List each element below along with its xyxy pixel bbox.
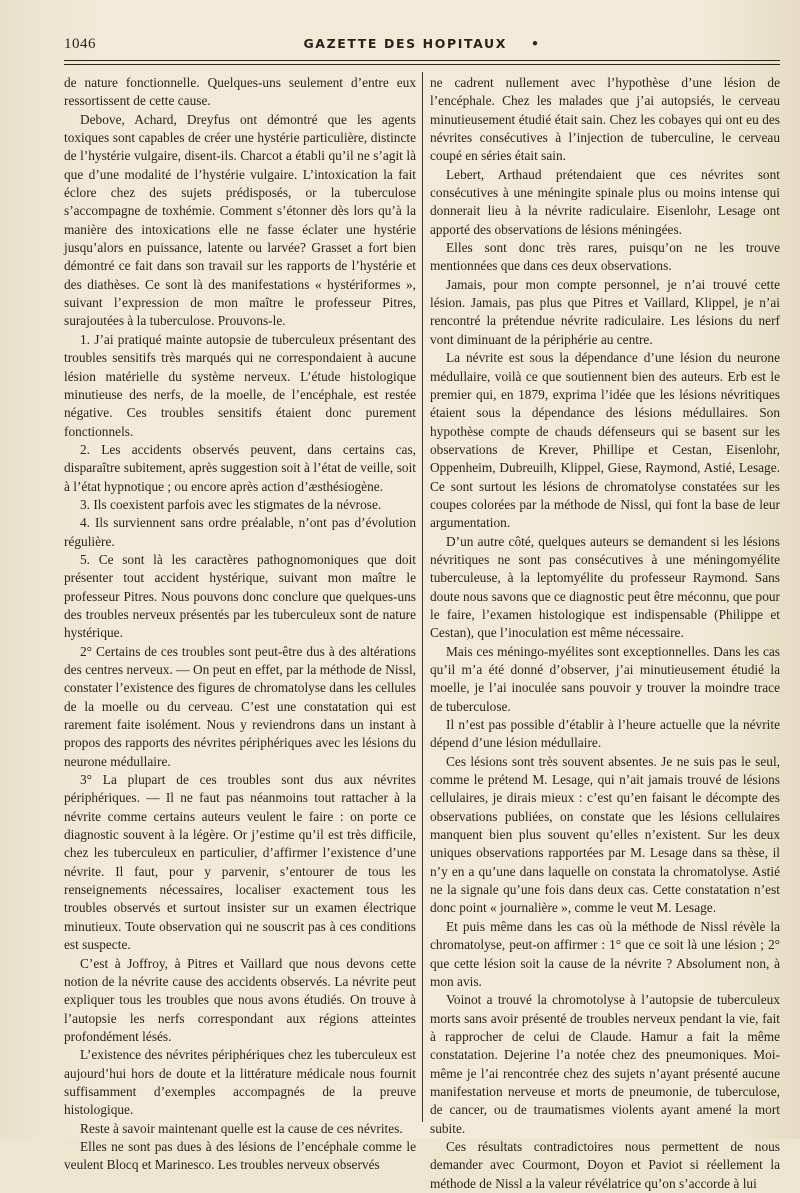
paragraph: Mais ces méningo-myélites sont exceptionnelles. Dans les cas qu’il m’a été donné d’observer, j’ai minutieusement étudié la moelle, je l’ai inoculée sans pouvoir y trouver la moindre trace de tuberculose.	[430, 643, 780, 714]
paragraph: C’est à Joffroy, à Pitres et Vaillard que nous devons cette notion de la névrite cause des accidents observés. La névrite peut expliquer tous les troubles que nous avons étudiés. On trouve à l’autopsie les nerfs correspondant aux régions atteintes profondément lésés.	[64, 955, 416, 1044]
paragraph: 2. Les accidents observés peuvent, dans certains cas, disparaître subitement, après suggestion soit à l’état de veille, soit à l’état hypnotique ; ou encore après action d’æsthésiogène.	[64, 441, 416, 494]
header-rule-thick	[64, 60, 780, 61]
paragraph: 2° Certains de ces troubles sont peut-être dus à des altérations des centres nerveux. — On peut en effet, par la méthode de Nissl, constater l’existence des figures de chromatolyse dans les cellules de la moelle ou du cerveau. C’est une constatation qui est rarement faite isolément. Nous y reviendrons dans un instant à propos des rapports des névrites périphériques avec les lésions du neurone médullaire.	[64, 643, 417, 769]
paragraph: La névrite est sous la dépendance d’une lésion du neurone médullaire, voilà ce que soutiennent bien des auteurs. Erb est le premier qui, en 1879, exprima l’idée que les lésions névritiques étaient sous la dépendance des lésions médullaires. Son hypothèse compte de chauds défenseurs qui se basent sur les observations de Krever, Phillipe et Cestan, Eisenlohr, Oppenheim, Dubreuilh, Klippel, Giese, Raymond, Astié, Lesage. Ce sont surtout les lésions de chromatolyse constatées sur les coupes colorées par la méthode de Nissl, qui font la base de leur argumentation.	[430, 350, 780, 531]
publication-title	[64, 36, 780, 51]
paragraph: 1. J’ai pratiqué mainte autopsie de tuberculeux présentant des troubles sensitifs très marqués qui ne correspondaient à aucune lésion matérielle du système nerveux. L’étude histologique minutieuse des nerfs, de la moelle, de l’encéphale, est restée négative. Ces troubles sensitifs étaient donc purement fonctionnels.	[64, 331, 416, 439]
paragraph: Debove, Achard, Dreyfus ont démontré que les agents toxiques sont capables de créer une hystérie particulière, distincte de l’hystérie vulgaire, disent-ils. Charcot a établi qu’il ne s’agit là que d’une modalité de l’hystérie vulgaire. L’intoxication la fait éclore chez des sujets prédisposés, or la tuberculose s’accompagne de toxhémie. Comment s’étonner dès lors qu’à la manière des intoxications elle ne fasse éclater une hystérie jusqu’alors en puissance, latente ou larvée? Grasset a fort bien démontré ce fait dans son travail sur les rapports de l’hystérie et des diathèses. Ce sont là des manifestations « hystériformes », suivant l’expression de mon maître le professeur Pitres, surajoutées à la tuberculose. Prouvons-le.	[64, 111, 416, 329]
paragraph: 3° La plupart de ces troubles sont dus aux névrites périphériques. — Il ne faut pas néanmoins tout rattacher à la névrite comme certains auteurs veulent le faire : on porte ce diagnostic souvent à la légère. Or j’estime qu’il est très difficile, chez les tuberculeux en particulier, d’affirmer l’existence d’une névrite. Il faut, pour y parvenir, s’entourer de tous les renseignements nécessaires, localiser exactement tous les troubles observés et surtout insister sur un examen électrique minutieux. Toute observation qui ne souscrit pas à ces conditions est suspecte.	[64, 772, 416, 953]
header-ornament: •	[530, 36, 541, 51]
paragraph: Ces résultats contradictoires nous permettent de nous demander avec Courmont, Doyon et Paviot si réellement la méthode de Nissl a la valeur révélatrice qu’on s’accorde à lui	[430, 1138, 780, 1191]
paragraph: Jamais, pour mon compte personnel, je n’ai trouvé cette lésion. Jamais, pas plus que Pitres et Vaillard, Klippel, je n’ai rencontré la prétendue névrite radiculaire. Les lésions du nerf vont diminuant de la périphérie au centre.	[430, 276, 780, 347]
paragraph: Ces lésions sont très souvent absentes. Je ne suis pas le seul, comme le prétend M. Lesage, qui n’ait jamais trouvé de lésions cellulaires, je dirais mieux : c’est qu’en faisant le décompte des observations publiées, on constate que les lésions cellulaires manquent bien plus souvent qu’elles n’existent. Sur les deux uniques observations rapportées par M. Lesage dans sa thèse, il n’y en a qu’une dans laquelle on constata la chromatolyse. Astié ne la signale qu’une fois dans deux cas. Cette constatation n’est donc point « journalière », comme le veut M. Lesage.	[430, 753, 780, 916]
paragraph: Lebert, Arthaud prétendaient que ces névrites sont consécutives à une méningite spinale plus ou moins intense qui donnerait lieu à la névrite radiculaire. Eisenlohr, Lesage ont apporté des observations de lésions méningées.	[430, 166, 780, 237]
paragraph: de nature fonctionnelle. Quelques-uns seulement d’entre eux ressortissent de cette cause.	[64, 75, 416, 109]
paragraph: Il n’est pas possible d’établir à l’heure actuelle que la névrite dépend d’une lésion médullaire.	[430, 717, 780, 751]
paragraph: ne cadrent nullement avec l’hypothèse d’une lésion de l’encéphale. Chez les malades que j’ai autopsiés, le cerveau minutieusement étudié était sain. Chez les cobayes qui ont eu des névrites consécutives à l’injection de tuberculine, le cerveau coupé en séries était sain.	[430, 75, 780, 164]
paragraph: Elles sont donc très rares, puisqu’on ne les trouve mentionnées que dans ces deux observations.	[430, 240, 780, 274]
paragraph: Voinot a trouvé la chromotolyse à l’autopsie de tuberculeux morts sans avoir présenté de troubles nerveux pendant la vie, fait à rapprocher de celui de Claude. Hamur a fait la même constatation. Dejerine l’a notée chez des pneumoniques. Moi-même je l’ai rencontrée chez des sujets n’ayant présenté aucune manifestation nerveuse et morts de pneumonie, de tuberculose, de cancer, ou de traumatismes violents ayant amené la mort subite.	[430, 992, 780, 1136]
paragraph: 4. Ils surviennent sans ordre préalable, n’ont pas d’évolution régulière.	[64, 515, 416, 549]
paragraph: 5. Ce sont là les caractères pathognomoniques que doit présenter tout accident hystérique, suivant mon maître le professeur Pitres. Nous pouvons donc conclure que quelques-uns des troubles nerveux présentés par les tuberculeux sont de nature hystérique.	[64, 551, 416, 641]
left-column	[64, 74, 416, 1175]
column-divider	[422, 72, 423, 1122]
page-header	[64, 34, 780, 56]
paragraph: L’existence des névrites périphériques chez les tuberculeux est aujourd’hui hors de doute et la littérature médicale nous fournit suffisamment d’exemples accompagnés de la preuve histologique.	[64, 1047, 416, 1118]
paragraph: D’un autre côté, quelques auteurs se demandent si les lésions névritiques ne sont pas consécutives à une méningomyélite tuberculeuse, à la leptomyélite du professeur Raymond. Sans doute nous savons que ce diagnostic peut être méconnu, que pour le faire, l’examen histologique est indispensable (Philippe et Cestan), que l’inoculation est même nécessaire.	[430, 533, 780, 641]
header-rule-thin	[64, 64, 780, 65]
page-number: 1046	[64, 36, 96, 52]
paragraph: 3. Ils coexistent parfois avec les stigmates de la névrose.	[80, 496, 382, 512]
paragraph: Elles ne sont pas dues à des lésions de l’encéphale comme le veulent Blocq et Marinesco. Les troubles nerveux observés	[64, 1138, 416, 1173]
paragraph: Reste à savoir maintenant quelle est la cause de ces névrites.	[80, 1120, 403, 1136]
right-column	[430, 74, 780, 1193]
paragraph: Et puis même dans les cas où la méthode de Nissl révèle la chromatolyse, peut-on affirmer : 1° que ce soit là une lésion ; 2° que cette lésion soit la cause de la névrite ? Absolument non, à mon avis.	[430, 918, 780, 989]
publication-title-text: GAZETTE DES HOPITAUX	[303, 36, 508, 51]
